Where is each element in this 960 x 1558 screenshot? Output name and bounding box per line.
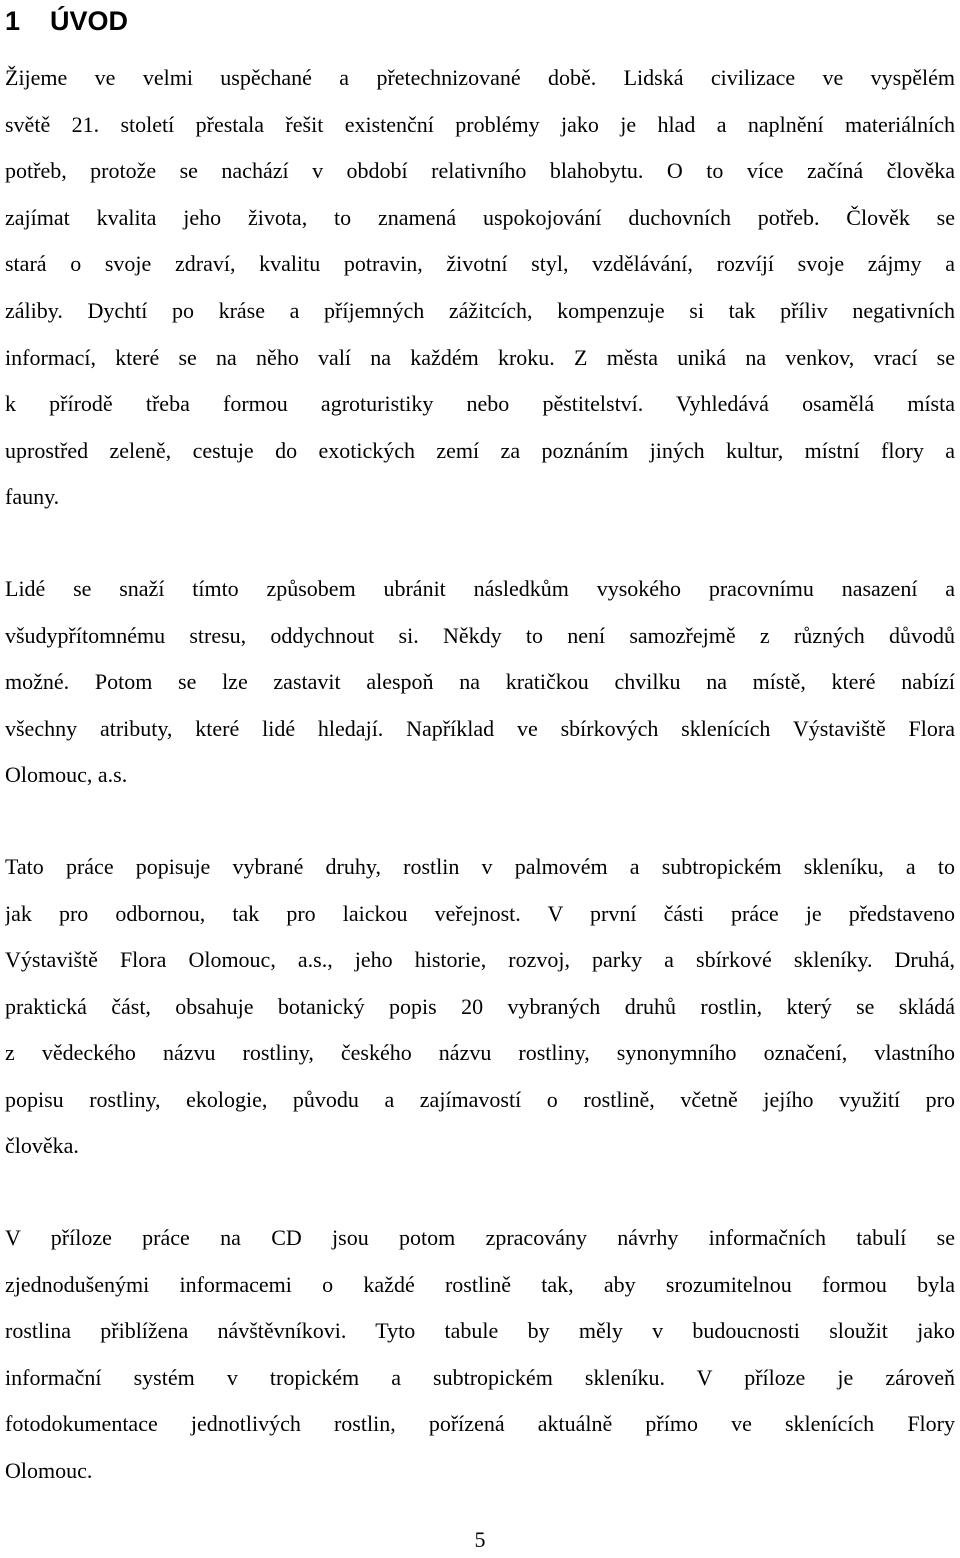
text-line: všudypřítomnému stresu, oddychnout si. Někdy to není samozřejmě z různých důvodů bbox=[5, 622, 955, 648]
chapter-heading bbox=[5, 0, 955, 55]
text-line: informací, které se na něho valí na každém kroku. Z města uniká na venkov, vrací se bbox=[5, 344, 955, 370]
chapter-title: ÚVOD bbox=[50, 6, 129, 36]
text-line: Výstaviště Flora Olomouc, a.s., jeho historie, rozvoj, parky a sbírkové skleníky. Druhá, bbox=[5, 947, 955, 973]
text-line: Lidé se snaží tímto způsobem ubránit následkům vysokého pracovnímu nasazení a bbox=[5, 575, 955, 601]
text-line: možné. Potom se lze zastavit alespoň na kratičkou chvilku na místě, které nabízí bbox=[5, 669, 955, 695]
text-line: stará o svoje zdraví, kvalitu potravin, životní styl, vzdělávání, rozvíjí svoje zájmy a bbox=[5, 251, 955, 277]
chapter-number: 1 bbox=[5, 6, 21, 36]
text-line: jak pro odbornou, tak pro laickou veřejnost. V první části práce je představeno bbox=[5, 900, 955, 926]
page-number: 5 bbox=[474, 1527, 486, 1552]
paragraph-1 bbox=[5, 55, 955, 521]
text-line: fauny. bbox=[5, 484, 60, 510]
text-line: Žijeme ve velmi uspěchané a přetechnizované době. Lidská civilizace ve vyspělém bbox=[5, 65, 955, 90]
text-line: rostlina přiblížena návštěvníkovi. Tyto tabule by měly v budoucnosti sloužit jako bbox=[5, 1318, 955, 1344]
paragraph-3 bbox=[5, 844, 955, 1170]
text-line: k přírodě třeba formou agroturistiky nebo pěstitelství. Vyhledává osamělá místa bbox=[5, 391, 955, 417]
paragraph-4 bbox=[5, 1215, 955, 1495]
text-line: informační systém v tropickém a subtropickém skleníku. V příloze je zároveň bbox=[5, 1364, 955, 1390]
text-line: Olomouc. bbox=[5, 1458, 93, 1484]
text-line: všechny atributy, které lidé hledají. Například ve sbírkových sklenících Výstaviště Flora bbox=[5, 715, 955, 741]
text-line: praktická část, obsahuje botanický popis 20 vybraných druhů rostlin, který se skládá bbox=[5, 993, 955, 1019]
text-line: fotodokumentace jednotlivých rostlin, pořízená aktuálně přímo ve sklenících Flory bbox=[5, 1411, 955, 1437]
text-line: zjednodušenými informacemi o každé rostlině tak, aby srozumitelnou formou byla bbox=[5, 1271, 955, 1297]
text-line: Tato práce popisuje vybrané druhy, rostlin v palmovém a subtropickém skleníku, a to bbox=[5, 853, 955, 879]
text-line: člověka. bbox=[5, 1133, 79, 1159]
text-line: V příloze práce na CD jsou potom zpracovány návrhy informačních tabulí se bbox=[5, 1225, 955, 1251]
text-line: záliby. Dychtí po kráse a příjemných zážitcích, kompenzuje si tak příliv negativních bbox=[5, 297, 955, 323]
document-page bbox=[5, 0, 955, 1540]
text-line: z vědeckého názvu rostliny, českého názvu rostliny, synonymního označení, vlastního bbox=[5, 1040, 955, 1066]
text-line: potřeb, protože se nachází v období relativního blahobytu. O to více začíná člověka bbox=[5, 158, 955, 184]
text-line: uprostřed zeleně, cestuje do exotických zemí za poznáním jiných kultur, místní flory a bbox=[5, 437, 955, 463]
text-line: světě 21. století přestala řešit existenční problémy jako je hlad a naplnění materiálních bbox=[5, 111, 955, 137]
body-text bbox=[5, 55, 955, 1495]
text-line: Olomouc, a.s. bbox=[5, 762, 128, 788]
text-line: zajímat kvalita jeho života, to znamená uspokojování duchovních potřeb. Člověk se bbox=[5, 204, 955, 230]
paragraph-2 bbox=[5, 566, 955, 799]
text-line: popisu rostliny, ekologie, původu a zajímavostí o rostlině, včetně jejího využití pro bbox=[5, 1086, 955, 1112]
